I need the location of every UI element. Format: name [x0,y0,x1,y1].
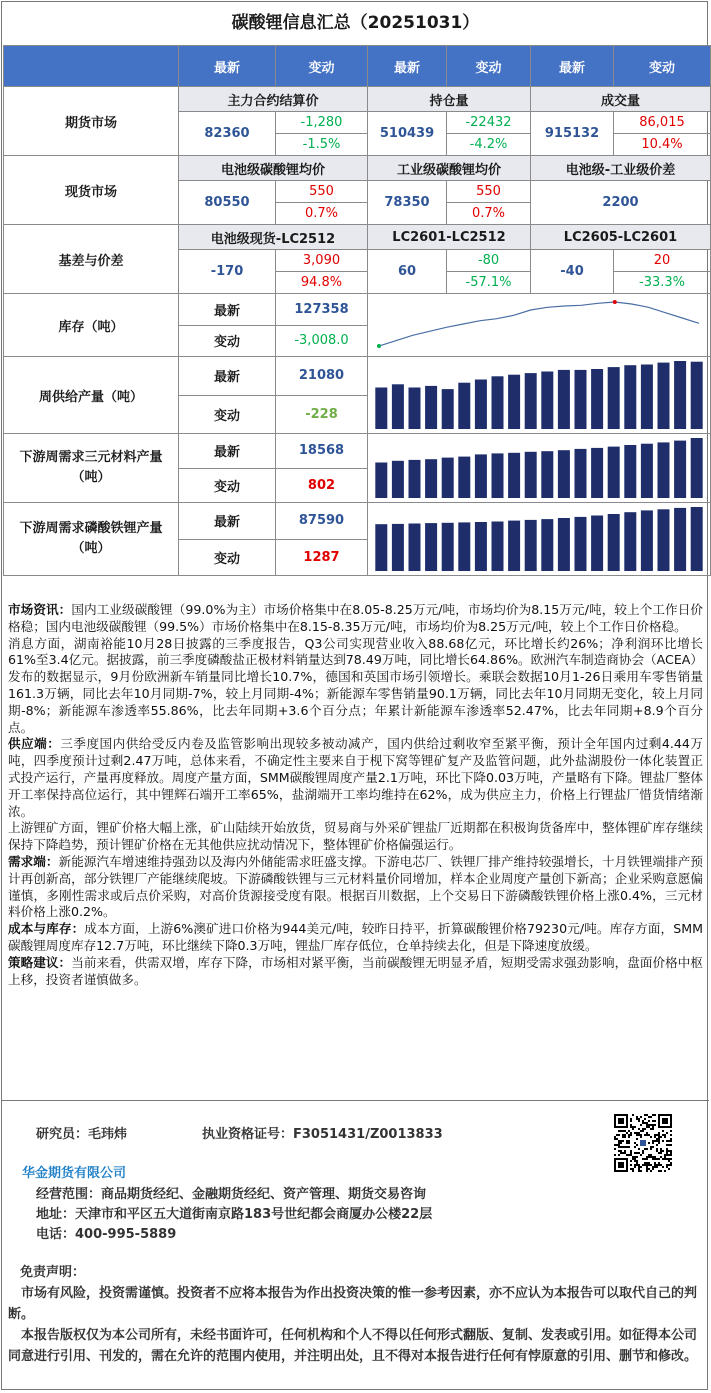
header-change: 变动 [447,46,531,87]
basis-b-pct: -57.1% [447,272,531,294]
bar [624,512,636,571]
bar [492,453,504,498]
bar [541,372,553,430]
bar [442,523,454,571]
cost-title: 成本与库存： [8,921,85,937]
industrial-chg: 550 [447,181,531,203]
bar [624,365,636,429]
ternary-change: 802 [276,468,368,503]
battery-latest: 80550 [179,181,276,225]
footer-divider [2,1100,709,1101]
demand-text: 新能源汽车增速维持强劲以及海内外储能需求旺盛支撑。下游电芯厂、铁锂厂排产维持较强增长，十月铁锂端排产预计再创新高，部分铁锂厂产能继续爬坡。下游磷酸铁锂与三元材料量价同增加，样本企业周度产量创下新高；企业采购意愿偏谨慎，多刚性需求或后点价采购，对高价货源接受度有限。根据百川数据，上个交易日下游磷酸铁锂价格上涨0.4%，三元材料价格上涨0.2%。 [8,853,704,920]
lfp-label: 下游周需求磷酸铁锂产量（吨） [4,503,179,576]
bar [591,448,603,498]
inventory-change-label: 变动 [179,325,276,357]
basis-a-chg: 3,090 [276,250,368,272]
bar [458,383,470,429]
qr-code-icon [614,1114,672,1172]
ternary-label: 下游周需求三元材料产量（吨） [4,434,179,503]
industrial-pct: 0.7% [447,203,531,225]
bar [525,520,537,571]
cost-text: 成本方面，上游6%澳矿进口价格为944美元/吨，较昨日持平，折算碳酸锂价格79230元/吨。库存方面，SMM碳酸锂周度库存12.7万吨，环比继续下降0.3万吨，锂盐厂库存低位，仓单持续去化，但是下降速度放缓。 [8,921,703,953]
strategy-text: 当前来看，供需双增，库存下降，市场相对紧平衡，当前碳酸锂无明显矛盾，短期受需求强劲影响，盘面价格中枢上移，投资者谨慎做多。 [8,954,704,987]
report-title: 碳酸锂信息汇总（20251031） [231,13,480,33]
bar [624,445,636,498]
ternary-latest: 18568 [276,434,368,469]
bar [409,460,421,498]
header-latest: 最新 [531,46,614,87]
bar [409,524,421,572]
commentary [8,602,703,988]
disclaimer-text-1: 市场有风险，投资需谨慎。投资者不应将本报告为作出投资决策的惟一参考因素，亦不应认为本报告可以取代自己的判断。 [8,1286,698,1322]
settle-chg: -1,280 [276,112,368,134]
demand-paragraph [8,854,703,921]
demand-title: 需求端： [8,853,59,869]
disclaimer-title: 免责声明： [20,1265,86,1280]
market-paragraph [8,602,703,636]
bar [492,522,504,572]
bar [375,524,387,571]
bar [375,388,387,430]
lfp-latest-label: 最新 [179,503,276,540]
bar [691,438,703,498]
news-paragraph: 消息方面，湖南裕能10月28日披露的三季度报告，Q3公司实现营业收入88.68亿元，环比增长约26%；净利润环比增长61%至3.4亿元。据披露，前三季度磷酸盐正极材料销量达到78.49万吨，同比增长64.86%。欧洲汽车制造商协会（ACEA）发布的数据显示，9月份欧洲新车销量同比增长10.7%，德国和英国市场引领增长。乘联会数据10月1-26日乘用车零售销量161.3万辆，同比去年10月同期-7%，较上月同期-4%；新能源车零售销量90.1万辆，同比去年10月同期无变化，较上月同期-8%；新能源车渗透率55.86%，比去年同期+3.6个百分点；年累计新能源车渗透率52.47%，比去年同期+8.9个百分点。 [8,635,703,735]
inventory-min-point [377,344,381,348]
cost-paragraph [8,921,703,955]
bar [508,521,520,571]
bar [475,454,487,498]
oi-chg: -22432 [447,112,531,134]
ternary-bar-chart [369,434,709,498]
license: 执业资格证号：F3051431/Z0013833 [202,1127,443,1142]
oi-latest: 510439 [368,112,447,156]
bar [641,510,653,571]
basis-c-pct: -33.3% [614,272,711,294]
supply-text: 三季度国内供给受反内卷及监管影响出现较多被动减产，国内供给过剩收窄至紧平衡，预计全年国内过剩4.44万吨，四季度预计过剩2.47万吨，总体来看，不确定性主要来自于枧下窝等锂矿复产及监管问题，此外盐湖股份一体化装置正式投产运行，产量再度释放。周度产量方面，SMM碳酸锂周度产量2.1万吨，环比下降0.03万吨，产量略有下降。锂盐厂整体开工率保持高位运行，其中锂辉石端开工率65%，盐湖端开工率均维持在62%，成为供应主力，价格上行锂盐厂惜货情绪渐浓。 [8,736,703,819]
supply-chart-cell [368,357,711,434]
supply-paragraph [8,736,703,820]
oi-pct: -4.2% [447,134,531,156]
bar [475,380,487,430]
bar [392,384,404,429]
bar [392,524,404,571]
bar [541,519,553,571]
researcher: 研究员：毛玮炜 [36,1127,128,1142]
settle-pct: -1.5% [276,134,368,156]
bar [641,365,653,430]
bar [674,441,686,498]
phone: 电话：400-995-5889 [36,1227,177,1242]
header-latest: 最新 [368,46,447,87]
basis-col-c: LC2605-LC2601 [531,225,711,250]
battery-chg: 550 [276,181,368,203]
bar [558,450,570,498]
basis-label: 基差与价差 [4,225,179,294]
battery-pct: 0.7% [276,203,368,225]
inventory-latest: 127358 [276,294,368,326]
bar [508,375,520,429]
lfp-change-label: 变动 [179,539,276,576]
volume-chg: 86,015 [614,112,711,134]
futures-label: 期货市场 [4,87,179,156]
bar [442,458,454,498]
bar [492,376,504,429]
bar [425,459,437,498]
market-text: 国内工业级碳酸锂（99.0%为主）市场价格集中在8.05-8.25万元/吨，市场均价为8.15万元/吨，较上个工作日价格稳；国内电池级碳酸锂（99.5%）市场价格集中在8.15-8.35万元/吨，市场均价为8.25万元/吨，较上个工作日价格稳。 [8,602,703,634]
supply-change: -228 [276,395,368,434]
futures-col-volume: 成交量 [531,87,711,112]
bar [608,514,620,571]
address: 地址：天津市和平区五大道街南京路183号世纪都会商厦办公楼22层 [36,1207,433,1222]
strategy-paragraph [8,955,703,989]
volume-latest: 915132 [531,112,614,156]
strategy-title: 策略建议： [8,954,72,970]
inventory-chart-cell [368,294,711,357]
supply-change-label: 变动 [179,395,276,434]
header-change: 变动 [276,46,368,87]
bar [425,523,437,571]
basis-col-b: LC2601-LC2512 [368,225,531,250]
inventory-label: 库存（吨） [4,294,179,357]
spot-col-battery: 电池级碳酸锂均价 [179,156,368,181]
header-change: 变动 [614,46,711,87]
bar [608,447,620,498]
basis-b-chg: -80 [447,250,531,272]
bar [641,444,653,498]
supply-label: 周供给产量（吨） [4,357,179,434]
disclaimer-text-2: 本报告版权仅为本公司所有，未经书面许可，任何机构和个人不得以任何形式翻版、复制、发表或引用。如征得本公司同意进行引用、刊发的，需在允许的范围内使用，并注明出处，且不得对本报告进行任何有悖原意的引用、删节和修改。 [8,1328,698,1364]
inventory-line-chart [369,294,709,352]
inventory-series-line [379,302,699,346]
bar [674,361,686,429]
bar [658,363,670,429]
supply-latest-label: 最新 [179,357,276,396]
spot-label: 现货市场 [4,156,179,225]
bar [525,373,537,429]
lfp-change: 1287 [276,539,368,576]
ternary-change-label: 变动 [179,468,276,503]
header-blank [4,46,179,87]
lfp-bar-chart [369,503,709,571]
spot-col-spread: 电池级-工业级价差 [531,156,711,181]
industrial-latest: 78350 [368,181,447,225]
bar [525,452,537,498]
spread-value: 2200 [531,181,711,225]
ternary-latest-label: 最新 [179,434,276,469]
bar [442,389,454,429]
inventory-max-point [613,300,617,304]
bar [558,370,570,429]
bar [409,388,421,430]
spot-col-industrial: 工业级碳酸锂均价 [368,156,531,181]
bar [658,509,670,571]
report-frame [1,1,708,1390]
bar [392,461,404,498]
bar [458,522,470,571]
bar [425,386,437,429]
bar [691,507,703,571]
bar [691,362,703,429]
bar [375,463,387,499]
bar [575,370,587,429]
basis-col-a: 电池级现货-LC2512 [179,225,368,250]
bar [658,442,670,498]
bar [591,516,603,572]
basis-c-latest: -40 [531,250,614,294]
bar [674,508,686,571]
header-latest: 最新 [179,46,276,87]
futures-col-settle: 主力合约结算价 [179,87,368,112]
supply-latest: 21080 [276,357,368,396]
bar [575,517,587,571]
settle-latest: 82360 [179,112,276,156]
lfp-chart-cell [368,503,711,576]
inventory-change: -3,008.0 [276,325,368,357]
bar [475,522,487,571]
basis-c-chg: 20 [614,250,711,272]
bar [608,367,620,429]
bar [558,518,570,571]
market-title: 市场资讯： [8,602,72,617]
bar [508,453,520,498]
summary-table [3,45,711,576]
ternary-chart-cell [368,434,711,503]
bar [541,451,553,498]
basis-a-latest: -170 [179,250,276,294]
bar [575,449,587,498]
company-name: 华金期货有限公司 [22,1166,127,1181]
supply-title: 供应端： [8,736,61,752]
bar [591,369,603,429]
business-scope: 经营范围：商品期货经纪、金融期货经纪、资产管理、期货交易咨询 [36,1187,427,1202]
supply-bar-chart [369,357,709,429]
basis-a-pct: 94.8% [276,272,368,294]
header-row [4,46,711,87]
volume-pct: 10.4% [614,134,711,156]
lfp-latest: 87590 [276,503,368,540]
futures-col-oi: 持仓量 [368,87,531,112]
basis-b-latest: 60 [368,250,447,294]
inventory-latest-label: 最新 [179,294,276,326]
supply2-paragraph: 上游锂矿方面，锂矿价格大幅上涨，矿山陆续开始放货，贸易商与外采矿锂盐厂近期都在积极询货备库中，整体锂矿库存继续保持下降趋势，预计锂矿价格在无其他供应扰动情况下，整体锂矿价格偏强运行。 [8,820,703,853]
bar [458,457,470,498]
